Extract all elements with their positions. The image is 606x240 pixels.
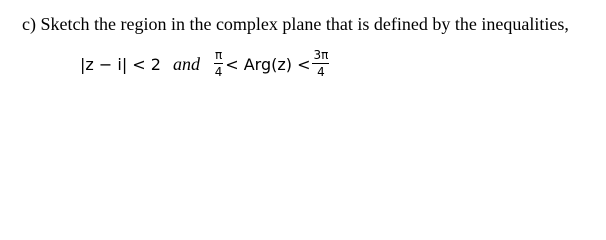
- and-word: and: [172, 53, 200, 74]
- fraction-denominator: 4: [317, 64, 325, 79]
- fraction-numerator: π: [214, 47, 223, 62]
- inequality-line: [80, 44, 331, 84]
- fraction-denominator: 4: [214, 64, 223, 79]
- fraction-pi-over-4: [214, 49, 223, 78]
- fraction-numerator: 3π: [313, 47, 329, 62]
- fraction-3pi-over-4: [312, 49, 329, 78]
- question-text: c) Sketch the region in the complex plane that is defined by the inequalities,: [22, 14, 569, 34]
- argument-inequality: < Arg(z) <: [225, 54, 311, 74]
- modulus-inequality: |z − i| < 2: [80, 54, 161, 74]
